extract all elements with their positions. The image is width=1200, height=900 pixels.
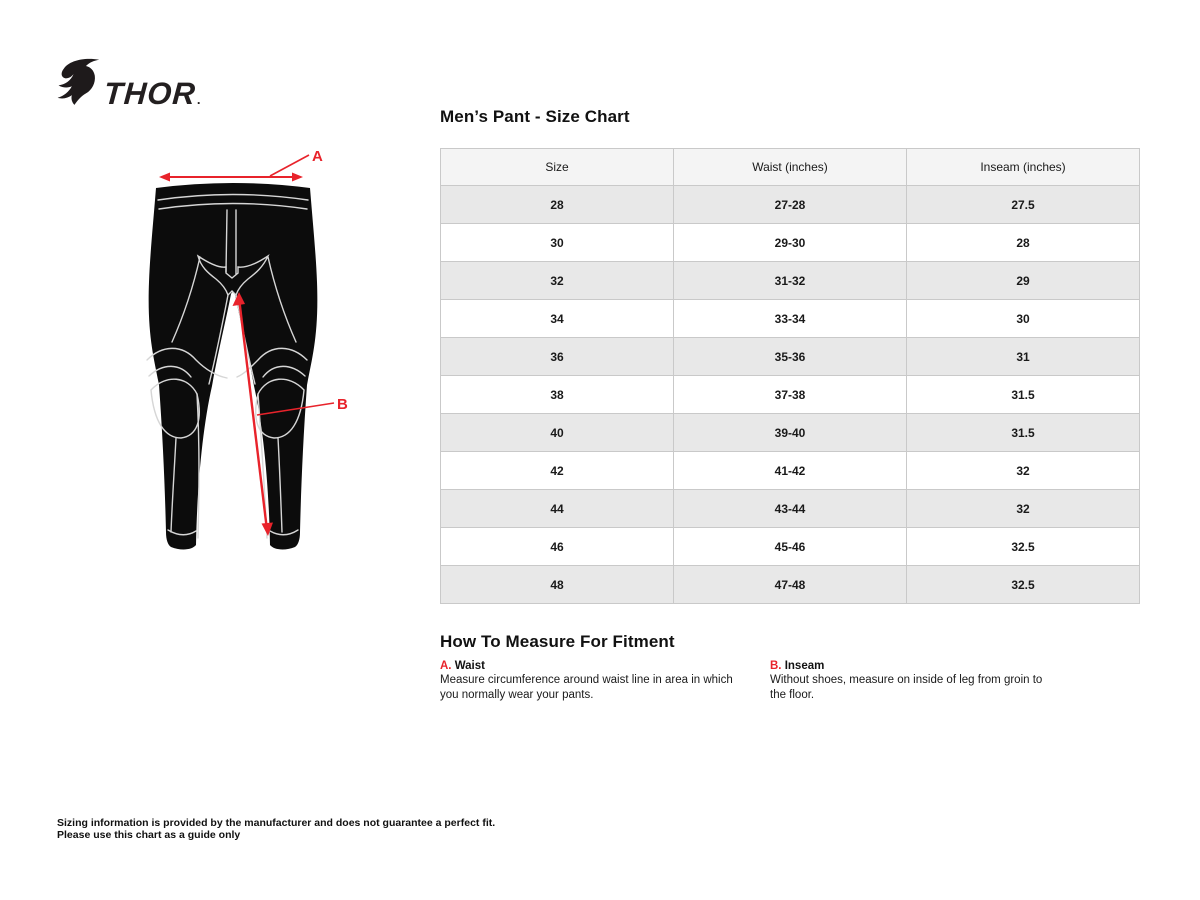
diagram-label-b: B xyxy=(337,396,348,413)
table-cell: 29-30 xyxy=(674,224,907,262)
column-header-size: Size xyxy=(441,149,674,186)
table-row xyxy=(441,490,1140,528)
table-cell: 27-28 xyxy=(674,186,907,224)
table-cell: 43-44 xyxy=(674,490,907,528)
table-cell: 48 xyxy=(441,566,674,604)
table-header-row xyxy=(441,149,1140,186)
table-row xyxy=(441,414,1140,452)
table-cell: 32 xyxy=(907,490,1140,528)
table-cell: 47-48 xyxy=(674,566,907,604)
table-cell: 34 xyxy=(441,300,674,338)
table-cell: 42 xyxy=(441,452,674,490)
column-header-waist: Waist (inches) xyxy=(674,149,907,186)
table-cell: 30 xyxy=(907,300,1140,338)
table-cell: 27.5 xyxy=(907,186,1140,224)
diagram-label-a: A xyxy=(312,148,323,165)
table-cell: 33-34 xyxy=(674,300,907,338)
table-cell: 31 xyxy=(907,338,1140,376)
table-cell: 45-46 xyxy=(674,528,907,566)
table-cell: 31-32 xyxy=(674,262,907,300)
thor-logo xyxy=(55,56,201,111)
table-row xyxy=(441,338,1140,376)
sizing-disclaimer xyxy=(57,818,495,841)
how-to-measure-heading: How To Measure For Fitment xyxy=(440,632,675,651)
page-title: Men’s Pant - Size Chart xyxy=(440,107,630,126)
table-row xyxy=(441,528,1140,566)
how-to-measure-section xyxy=(440,632,1140,701)
table-cell: 41-42 xyxy=(674,452,907,490)
table-cell: 32 xyxy=(441,262,674,300)
table-cell: 35-36 xyxy=(674,338,907,376)
pants-measurement-diagram xyxy=(120,130,380,600)
table-cell: 32.5 xyxy=(907,528,1140,566)
waist-measure-arrow xyxy=(159,155,309,182)
table-row xyxy=(441,376,1140,414)
table-row xyxy=(441,452,1140,490)
measure-name-waist: Waist xyxy=(454,660,485,672)
table-cell: 30 xyxy=(441,224,674,262)
table-row xyxy=(441,262,1140,300)
table-cell: 31.5 xyxy=(907,376,1140,414)
column-header-inseam: Inseam (inches) xyxy=(907,149,1140,186)
table-cell: 37-38 xyxy=(674,376,907,414)
table-cell: 38 xyxy=(441,376,674,414)
table-cell: 32.5 xyxy=(907,566,1140,604)
table-row xyxy=(441,224,1140,262)
table-cell: 28 xyxy=(907,224,1140,262)
table-cell: 39-40 xyxy=(674,414,907,452)
logo-trademark-dot: . xyxy=(196,92,201,107)
measure-name-inseam: Inseam xyxy=(784,660,825,672)
measure-label-waist xyxy=(440,660,740,672)
measure-description-inseam: Without shoes, measure on inside of leg from groin to the floor. xyxy=(770,674,1043,701)
table-cell: 36 xyxy=(441,338,674,376)
table-row xyxy=(441,186,1140,224)
measure-item-waist xyxy=(440,660,740,702)
logo-wordmark: THOR xyxy=(102,75,198,111)
measure-description-waist: Measure circumference around waist line in area in which you normally wear your pants. xyxy=(440,674,733,701)
table-cell: 28 xyxy=(441,186,674,224)
table-row xyxy=(441,566,1140,604)
measure-label-inseam xyxy=(770,660,1046,672)
table-row xyxy=(441,300,1140,338)
measure-item-inseam xyxy=(770,660,1046,702)
table-cell: 32 xyxy=(907,452,1140,490)
table-cell: 46 xyxy=(441,528,674,566)
table-cell: 29 xyxy=(907,262,1140,300)
measure-letter-b: B. xyxy=(770,660,782,672)
goat-head-icon xyxy=(55,56,101,106)
size-chart-table xyxy=(440,148,1140,604)
measure-letter-a: A. xyxy=(440,660,452,672)
table-cell: 40 xyxy=(441,414,674,452)
table-cell: 44 xyxy=(441,490,674,528)
disclaimer-line-2: Please use this chart as a guide only xyxy=(57,828,241,841)
disclaimer-line-1: Sizing information is provided by the manufacturer and does not guarantee a perfect fit. xyxy=(57,817,496,829)
table-cell: 31.5 xyxy=(907,414,1140,452)
